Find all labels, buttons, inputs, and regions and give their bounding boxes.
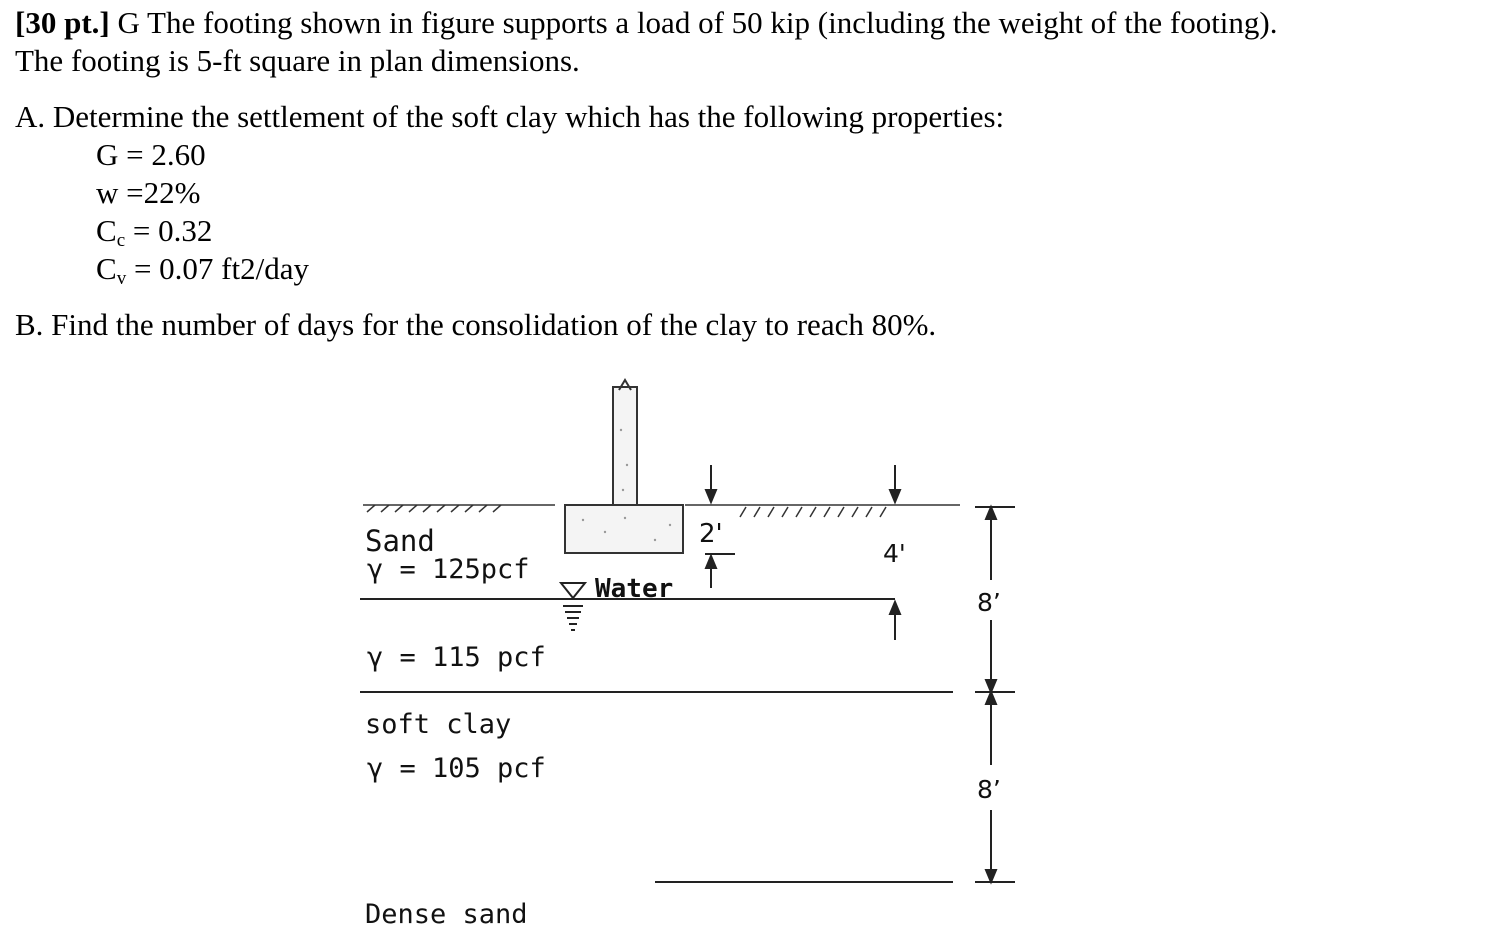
property-cv [15,250,1475,288]
cv-subscript: v [116,268,127,289]
dense-sand-label: Dense sand [365,899,528,930]
clay-layer-thickness-label: 8’ [977,775,1001,804]
sand-label: Sand [365,524,435,558]
intro-line-2: The footing is 5-ft square in plan dimensions. [15,43,580,78]
points-label: [30 pt.] [15,5,110,40]
cc-value: = 0.32 [125,213,213,248]
cc-subscript: c [116,230,126,251]
upper-layer-thickness-label: 8’ [977,588,1001,617]
intro-text-1: G The footing shown in figure supports a load of 50 kip (including the weight of the footing). [109,5,1278,40]
property-w: w =22% [96,175,201,210]
part-a-question: A. Determine the settlement of the soft clay which has the following properties: [15,99,1005,134]
ground-hatch-left [363,505,555,512]
clay-label: soft clay [365,709,512,740]
footing-base [565,505,683,553]
soil-profile-figure [355,370,1025,945]
clay-unit-weight: γ = 105 pcf [367,753,546,784]
cc-symbol: C [96,213,117,248]
lower-sand-unit-weight: γ = 115 pcf [367,642,546,673]
cv-value: = 0.07 ft2/day [126,251,309,286]
footing [565,380,683,553]
column [613,387,637,505]
intro-line-1 [15,4,1475,42]
problem-statement [15,4,1475,344]
sand-unit-weight: γ = 125pcf [367,554,530,585]
footing-depth-label: 2' [699,519,723,549]
water-depth-label: 4' [883,539,906,568]
ground-hatch-right [685,505,960,517]
part-b-question: B. Find the number of days for the consolidation of the clay to reach 80%. [15,307,937,342]
layer-thickness-dimension [975,507,1015,882]
water-label: Water [595,574,674,604]
water-table-symbol [561,583,585,630]
property-g: G = 2.60 [96,137,206,172]
property-cc [15,212,1475,250]
cv-symbol: C [96,251,117,286]
